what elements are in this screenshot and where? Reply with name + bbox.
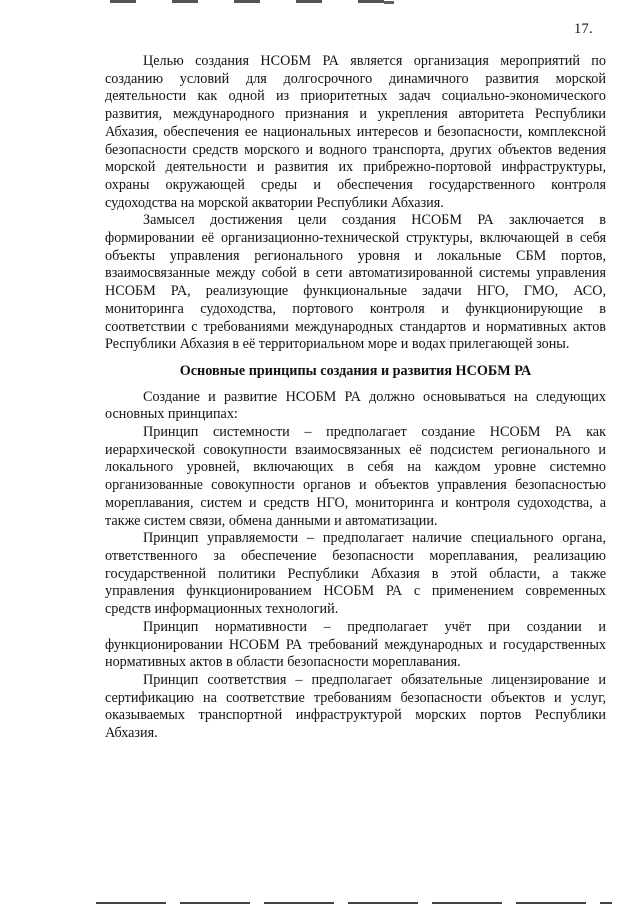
- scan-artifact-top-right: [384, 1, 394, 4]
- section-heading: Основные принципы создания и развития НСОБМ РА: [179, 362, 532, 379]
- paragraph-concept: Замысел достижения цели создания НСОБМ РА заключается в формировании её организационно-технической структуры, включающей в себя объекты управления регионального уровня и локальные СБМ портов, взаимосвязанные между собой в сети автоматизированной системы управления НСОБМ РА, реализующие функциональные задачи НГО, ГМО, АСО, мониторинга судоходства, портового контроля и функционирующие в соответствии с требованиями международных стандартов и нормативных актов Республики Абхазия в её территориальном море и водах прилегающей зоны.: [105, 212, 606, 353]
- page-number: 17.: [573, 21, 593, 37]
- paragraph-goal: Целью создания НСОБМ РА является организация мероприятий по созданию условий для долгосрочного динамичного развития морской деятельности как одной из приоритетных задач социально-экономического развития, международного признания и укрепления авторитета Республики Абхазия, обеспечения ее национальных интересов и безопасности, комплексной безопасности средств морского и водного транспорта, других объектов ведения морской деятельности и развития их прибрежно-портовой инфраструктуры, охраны окружающей среды и обеспечения государственного контроля судоходства на морской акватории Республики Абхазия.: [105, 53, 606, 211]
- paragraph-principles-intro: Создание и развитие НСОБМ РА должно основываться на следующих основных принципах:: [105, 388, 606, 423]
- paragraph-principle-normativity: Принцип нормативности – предполагает учёт при создании и функционировании НСОБМ РА требований международных и государственных нормативных актов в области безопасности мореплавания.: [105, 618, 606, 671]
- document-body: [105, 53, 606, 743]
- paragraph-principle-manageability: Принцип управляемости – предполагает наличие специального органа, ответственного за обеспечение безопасности мореплавания, реализацию государственной политики Республики Абхазия в этой области, а также управления функционированием НСОБМ РА с применением современных средств информационных технологий.: [105, 530, 606, 618]
- paragraph-principle-conformity: Принцип соответствия – предполагает обязательные лицензирование и сертификацию на соответствие требованиям безопасности объектов и услуг, оказываемых транспортной инфраструктурой морских портов Республики Абхазия.: [105, 671, 606, 742]
- scan-artifact-bottom: [96, 902, 612, 904]
- paragraph-principle-system: Принцип системности – предполагает создание НСОБМ РА как иерархической совокупности взаимосвязанных её подсистем регионального и локального уровней, включающих в себя на каждом уровне системно организованные совокупности органов и объектов управления безопасностью мореплавания, систем и средств НГО, мониторинга и контроля судоходства, а также систем связи, обмена данными и автоматизации.: [105, 424, 606, 529]
- scan-artifact-top: [110, 0, 392, 3]
